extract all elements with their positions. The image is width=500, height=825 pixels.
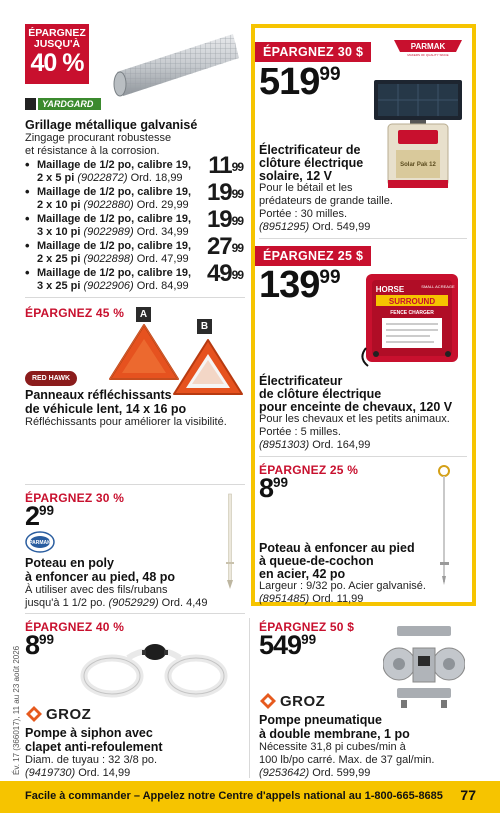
horse-title-1: Électrificateur — [259, 374, 343, 388]
svg-text:FENCE CHARGER: FENCE CHARGER — [390, 310, 434, 316]
signs-save: ÉPARGNEZ 45 % — [25, 306, 125, 320]
siphon-save: ÉPARGNEZ 40 % — [25, 620, 125, 634]
pigtail-title-3: en acier, 42 po — [259, 567, 346, 581]
parmak-logo-icon — [392, 37, 464, 57]
poly-desc-1: À utiliser avec des fils/rubans — [25, 584, 168, 596]
pigtail-save: ÉPARGNEZ 25 % — [259, 463, 359, 477]
grillage-option-price: $27^{99}$ — [206, 233, 243, 260]
divider — [25, 484, 245, 485]
solar-charger-image — [370, 80, 466, 192]
divider — [259, 238, 467, 239]
solar-title-1: Électrificateur de — [259, 143, 361, 157]
poly-price: $2^{99}$ — [25, 501, 55, 531]
poly-desc-2: jusqu'à 1 1/2 po. (9052929) Ord. 4,49 — [25, 597, 208, 609]
footer-bar — [0, 781, 500, 813]
divider — [25, 297, 245, 298]
page-number: 77 — [460, 787, 476, 803]
pneu-save: ÉPARGNEZ 50 $ — [259, 620, 355, 634]
groz-logo: GROZ — [259, 692, 325, 710]
horse-desc-2: Portée : 5 milles. — [259, 426, 341, 438]
solar-price: $519^{99}$ — [259, 61, 341, 103]
yardgard-logo-text: YARDGARD — [38, 98, 101, 110]
groz-logo: GROZ — [25, 705, 91, 723]
solar-desc-3: Portée : 30 milles. — [259, 208, 348, 220]
grillage-option-price: $49^{99}$ — [206, 260, 243, 287]
svg-text:PARMAK: PARMAK — [410, 42, 446, 51]
sign-b-image — [172, 338, 244, 396]
pigtail-post-image — [430, 464, 460, 586]
yardgard-logo — [25, 97, 101, 111]
pigtail-sku-ord: (8951485) Ord. 11,99 — [259, 593, 364, 605]
pigtail-title-2: à queue-de-cochon — [259, 554, 374, 568]
parmak-small-logo — [25, 531, 55, 553]
pigtail-title-1: Poteau à enfoncer au pied — [259, 541, 415, 555]
sign-b-label: B — [197, 319, 212, 334]
grillage-desc-2: et résistance à la corrosion. — [25, 145, 160, 157]
grillage-option-price: $11^{99}$ — [208, 152, 243, 179]
sign-a-label: A — [136, 307, 151, 322]
grillage-option-price: $19^{99}$ — [206, 179, 243, 206]
grillage-option: • Maillage de 1/2 po, calibre 19, 2 x 25 pi (9022898) Ord. 47,99 $27^{99}$ — [25, 240, 243, 267]
siphon-pump-image — [70, 640, 238, 700]
edition-note: Év. 17 (366017), 11 au 23 août 2026 — [12, 645, 21, 775]
solar-save: ÉPARGNEZ 30 $ — [255, 42, 371, 62]
svg-text:Solar Pak 12: Solar Pak 12 — [400, 162, 436, 168]
signs-title-1: Panneaux réfléchissants — [25, 388, 172, 402]
sign-a-image — [108, 323, 180, 381]
grillage-option: • Maillage de 1/2 po, calibre 19, 2 x 5 pi (9022872) Ord. 18,99 $11^{99}$ — [25, 159, 243, 186]
solar-desc-2: prédateurs de grande taille. — [259, 195, 393, 207]
grillage-option: • Maillage de 1/2 po, calibre 19, 2 x 10 pi (9022880) Ord. 29,99 $19^{99}$ — [25, 186, 243, 213]
solar-sku-ord: (8951295) Ord. 549,99 — [259, 221, 371, 233]
pigtail-price: $8^{99}$ — [259, 473, 289, 503]
grillage-options-list — [25, 152, 243, 294]
solar-desc-1: Pour le bétail et les — [259, 182, 353, 194]
horse-charger-image — [360, 268, 464, 368]
siphon-price: $8^{99}$ — [25, 630, 55, 660]
red-hawk-logo: RED HAWK — [25, 371, 77, 386]
svg-text:SMALL ACREAGE: SMALL ACREAGE — [421, 284, 455, 289]
horse-desc-1: Pour les chevaux et les petits animaux. — [259, 413, 450, 425]
save-badge-line1: ÉPARGNEZ — [28, 27, 86, 39]
divider — [259, 456, 467, 457]
signs-desc: Réfléchissants pour améliorer la visibilité. — [25, 416, 227, 428]
horse-sku-ord: (8951303) Ord. 164,99 — [259, 439, 371, 451]
horse-price: $139^{99}$ — [259, 264, 341, 306]
parmak-seal-icon — [25, 531, 55, 553]
grillage-option: • Maillage de 1/2 po, calibre 19, 3 x 10 pi (9022989) Ord. 34,99 $19^{99}$ — [25, 213, 243, 240]
divider — [25, 613, 245, 614]
siphon-title-1: Pompe à siphon avec — [25, 726, 153, 740]
pneu-sku-ord: (9253642) Ord. 599,99 — [259, 767, 371, 779]
svg-text:MAKERS OF QUALITY SINCE: MAKERS OF QUALITY SINCE — [407, 53, 449, 57]
solar-title-2: clôture électrique — [259, 156, 364, 170]
save-badge-line2: JUSQU'À — [33, 38, 81, 50]
grillage-option-price: $19^{99}$ — [206, 206, 243, 233]
poly-title-2: à enfoncer au pied, 48 po — [25, 570, 176, 584]
horse-save: ÉPARGNEZ 25 $ — [255, 246, 371, 266]
footer-text: Facile à commander – Appelez notre Centre d'appels national au 1-800-665-8685 — [25, 790, 443, 802]
groz-diamond-icon — [259, 692, 277, 710]
svg-text:PARMAK: PARMAK — [29, 540, 51, 546]
grillage-title: Grillage métallique galvanisé — [25, 118, 198, 132]
poly-save: ÉPARGNEZ 30 % — [25, 491, 125, 505]
save-badge-pct: 40 % — [30, 49, 84, 77]
svg-text:SURROUND: SURROUND — [388, 297, 436, 306]
wire-mesh-roll-image — [105, 28, 245, 100]
poly-post-image — [225, 492, 235, 590]
pneu-title-2: à double membrane, 1 po — [259, 727, 410, 741]
parmak-logo — [392, 37, 464, 57]
horse-title-3: pour enceinte de chevaux, 120 V — [259, 400, 453, 414]
save-badge — [25, 24, 89, 84]
solar-title-3: solaire, 12 V — [259, 169, 332, 183]
divider — [249, 618, 250, 778]
pneu-desc-2: 100 lb/po carré. Max. de 37 gal/min. — [259, 754, 435, 766]
poly-title-1: Poteau en poly — [25, 556, 114, 570]
pneumatic-pump-image — [383, 624, 465, 710]
grillage-desc-1: Zingage procurant robustesse — [25, 132, 172, 144]
yardgard-logo-mark — [25, 98, 36, 110]
svg-text:HORSE: HORSE — [375, 285, 405, 294]
pneu-desc-1: Nécessite 31,8 pi cubes/min à — [259, 741, 406, 753]
signs-title-2: de véhicule lent, 14 x 16 po — [25, 402, 187, 416]
pigtail-desc: Largeur : 9/32 po. Acier galvanisé. — [259, 580, 426, 592]
siphon-desc: Diam. de tuyau : 32 3/8 po. — [25, 754, 158, 766]
pneu-title-1: Pompe pneumatique — [259, 713, 382, 727]
siphon-title-2: clapet anti-refoulement — [25, 740, 163, 754]
pneu-price: $549^{99}$ — [259, 630, 317, 660]
groz-diamond-icon — [25, 705, 43, 723]
horse-title-2: de clôture électrique — [259, 387, 382, 401]
siphon-sku-ord: (9419730) Ord. 14,99 — [25, 767, 131, 779]
grillage-option: • Maillage de 1/2 po, calibre 19, 3 x 25 pi (9022906) Ord. 84,99 $49^{99}$ — [25, 267, 243, 294]
